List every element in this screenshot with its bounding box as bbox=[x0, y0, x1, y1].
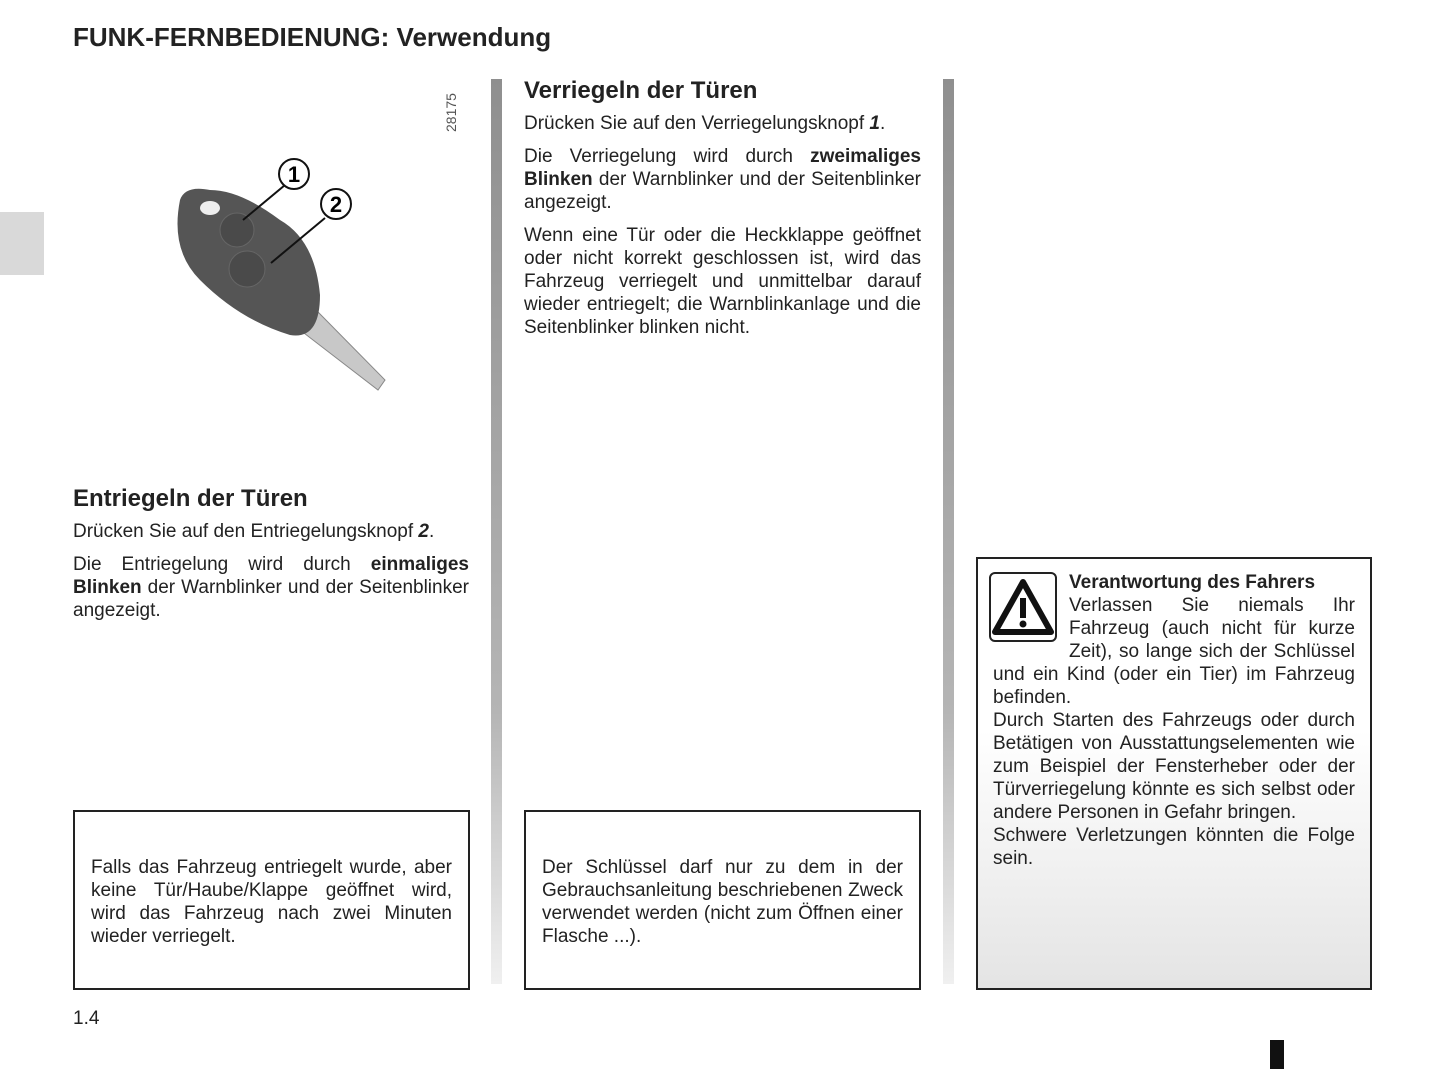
page-number: 1.4 bbox=[73, 1008, 100, 1029]
lock-indication: Die Verriegelung wird durch zweimaliges Blinken der Warnblinker und der Seitenblinker angezeigt. bbox=[524, 146, 921, 213]
figure-id: 28175 bbox=[443, 93, 459, 132]
lock-exception: Wenn eine Tür oder die Heckklappe geöffnet oder nicht korrekt geschlossen ist, wird das Fahrzeug verriegelt und unmittelbar darauf wieder entriegelt; die Warnblinkanlage und die Seitenblinker blinken nicht. bbox=[524, 225, 921, 338]
lock-note-box bbox=[524, 810, 921, 990]
callout-1: 1 bbox=[287, 162, 301, 187]
warning-heading: Verantwortung des Fahrers bbox=[1069, 572, 1316, 593]
unlock-note-box bbox=[73, 810, 470, 990]
page-marker bbox=[1270, 1040, 1284, 1069]
lock-section bbox=[524, 77, 921, 349]
lock-instruction: Drücken Sie auf den Verriegelungsknopf 1. bbox=[524, 113, 886, 134]
unlock-heading: Entriegeln der Türen bbox=[73, 485, 308, 512]
key-fob-illustration bbox=[140, 80, 480, 400]
warning-text-2: Durch Starten des Fahrzeugs oder durch Betätigen von Ausstattungselementen wie zum Beispiel der Fensterheber oder der Türverriegelung könnte es sich selbst oder andere Personen in Gefahr bringen. bbox=[993, 710, 1355, 823]
chapter-tab bbox=[0, 212, 44, 275]
callout-2: 2 bbox=[329, 192, 343, 217]
unlock-instruction: Drücken Sie auf den Entriegelungsknopf 2. bbox=[73, 521, 435, 542]
warning-text-3: Schwere Verletzungen könnten die Folge sein. bbox=[993, 825, 1355, 869]
column-divider bbox=[491, 79, 502, 984]
column-divider bbox=[943, 79, 954, 984]
unlock-note: Falls das Fahrzeug entriegelt wurde, aber keine Tür/Haube/Klappe geöffnet wird, wird das Fahrzeug nach zwei Minuten wieder verriegelt. bbox=[91, 857, 452, 947]
warning-box bbox=[976, 557, 1372, 990]
warning-text-1: Verlassen Sie niemals Ihr Fahrzeug (auch nicht für kurze Zeit), so lange sich der Schlüssel und ein Kind (oder ein Tier) im Fahrzeug befinden. bbox=[993, 595, 1355, 708]
lock-note: Der Schlüssel darf nur zu dem in der Gebrauchsanleitung beschriebenen Zweck verwendet werden (nicht zum Öffnen einer Flasche ...). bbox=[542, 857, 903, 947]
lock-heading: Verriegeln der Türen bbox=[524, 77, 758, 104]
unlock-section bbox=[73, 485, 469, 632]
key-fob-figure bbox=[140, 80, 480, 400]
warning-triangle-icon bbox=[989, 572, 1057, 642]
unlock-indication: Die Entriegelung wird durch einmaliges Blinken der Warnblinker und der Seitenblinker angezeigt. bbox=[73, 554, 469, 621]
page-title: FUNK-FERNBEDIENUNG: Verwendung bbox=[73, 22, 552, 52]
